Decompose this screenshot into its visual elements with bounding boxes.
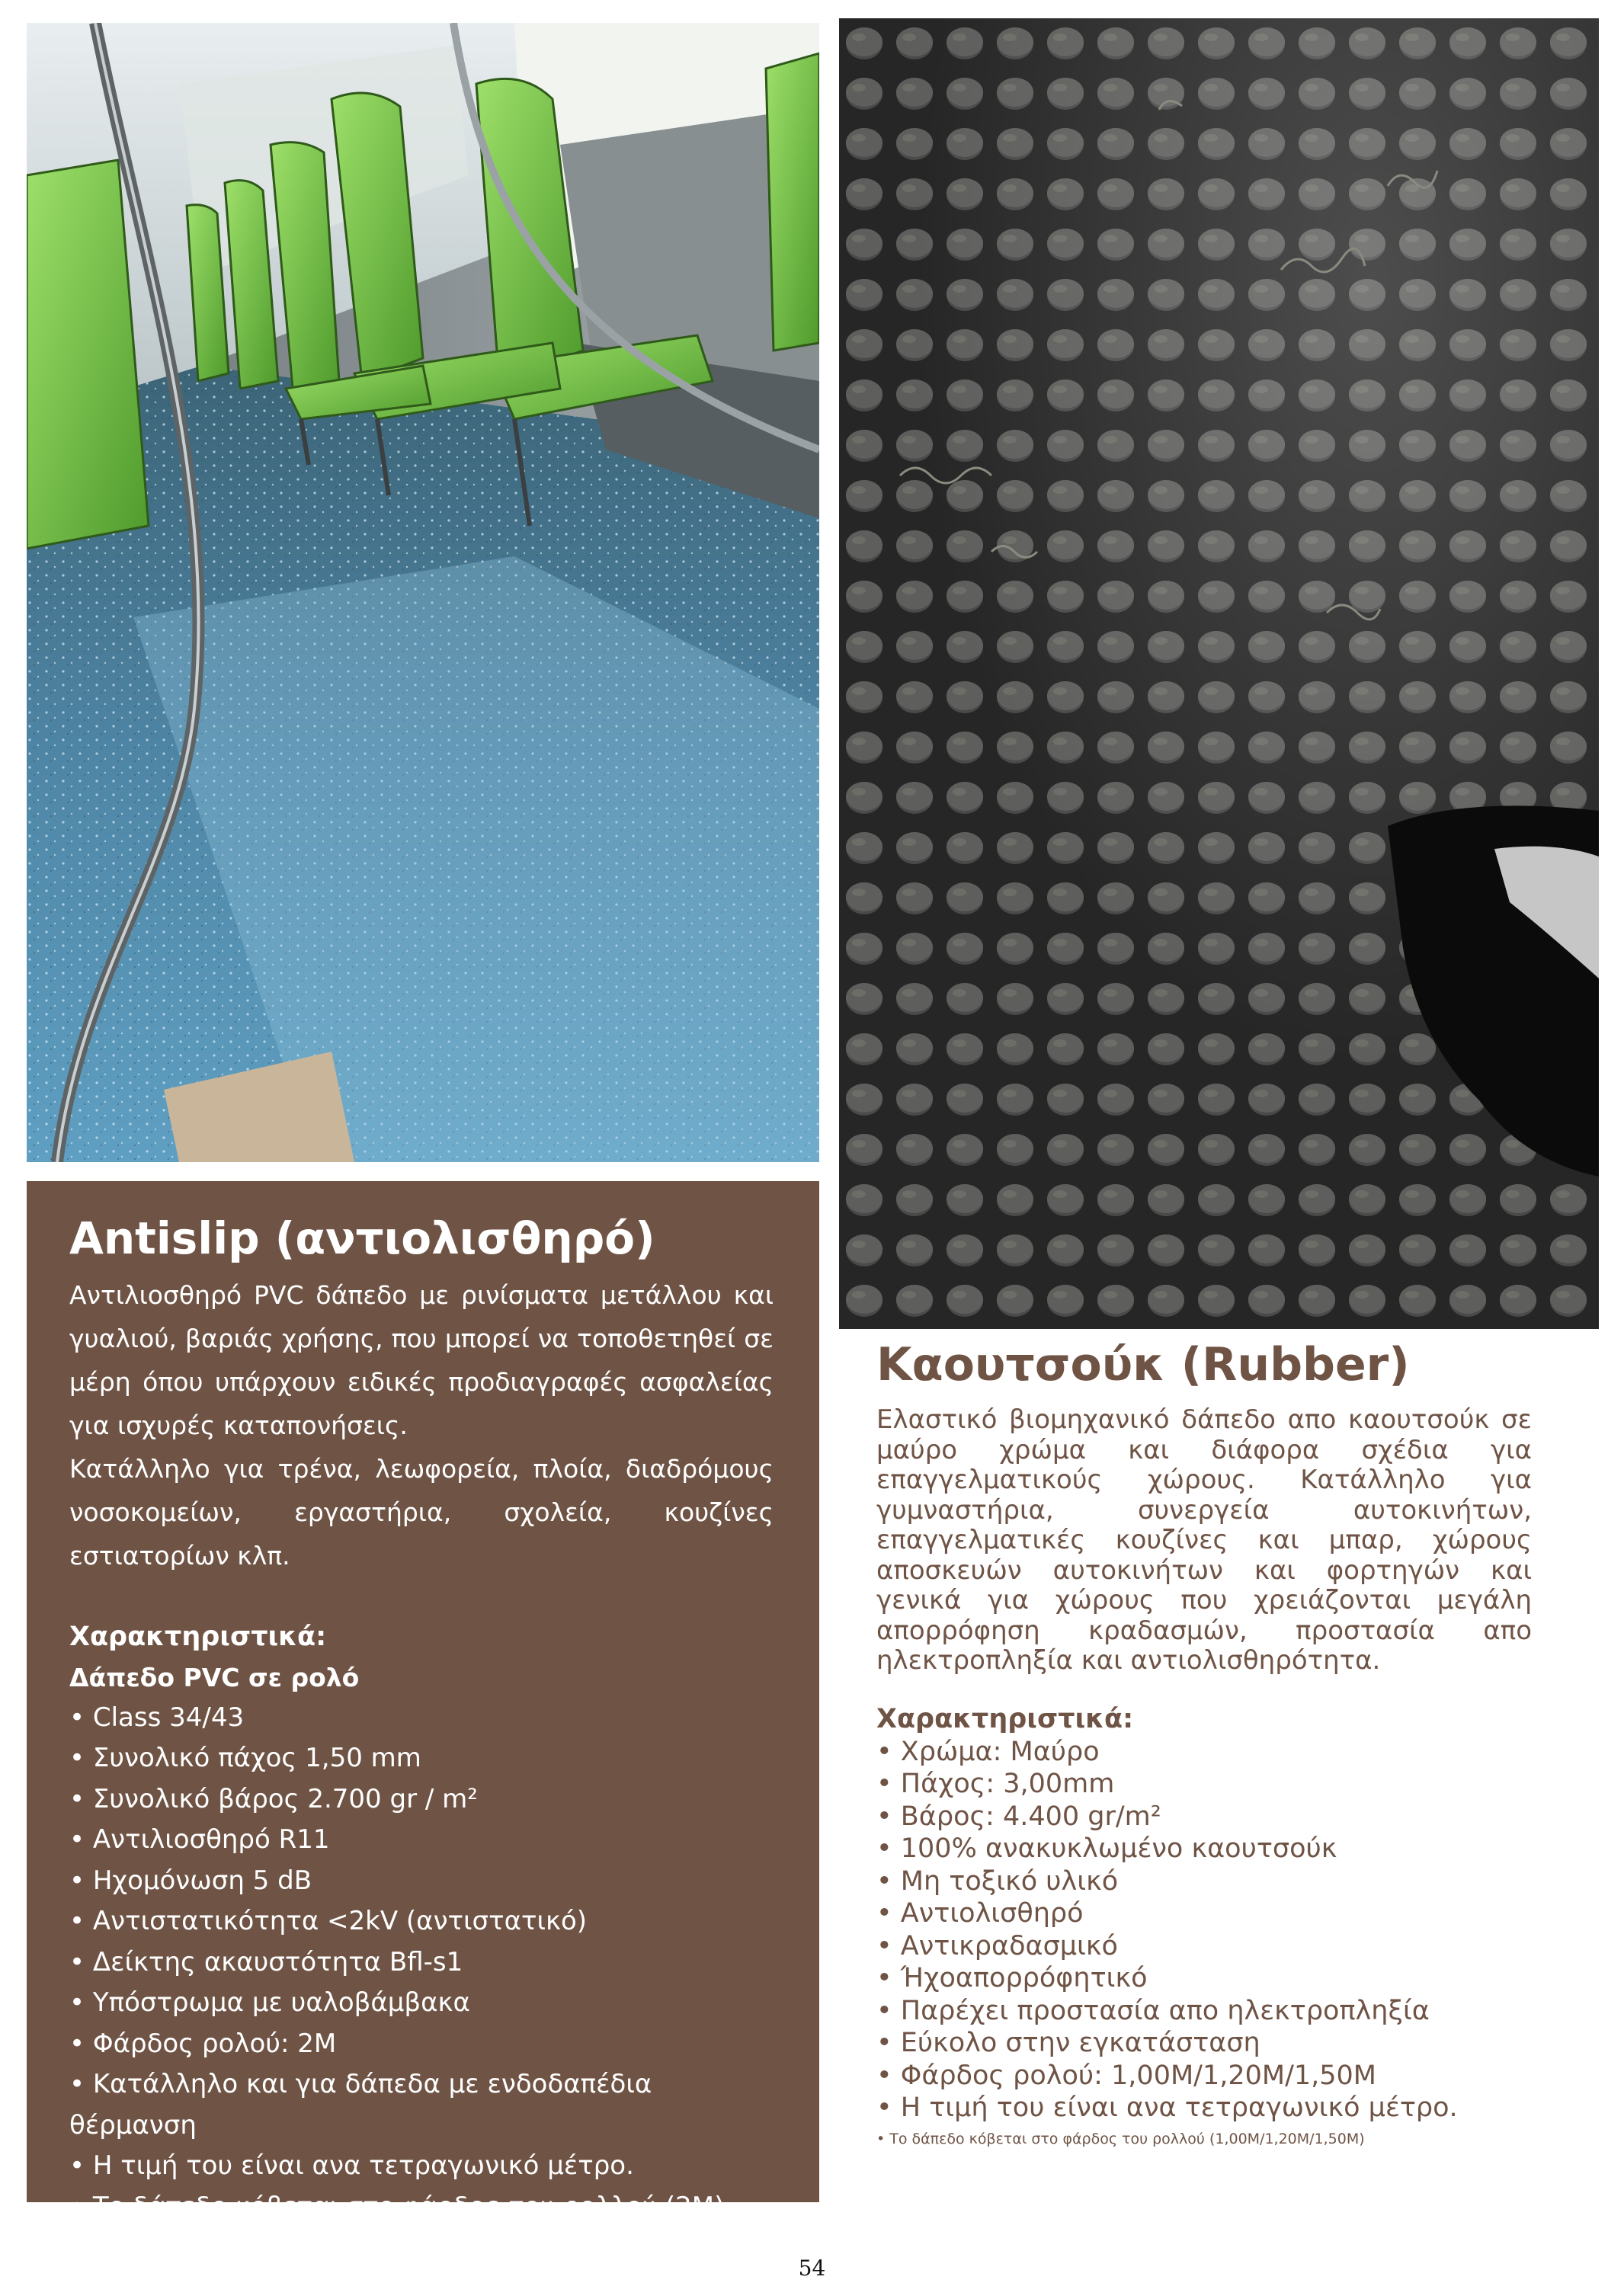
rubber-footnote: • Το δάπεδο κόβεται στο φάρδος του ρολλού (1,00M/1,20M/1,50M) <box>876 2130 1365 2147</box>
list-item: • 100% ανακυκλωμένο καουτσούκ <box>876 1833 1337 1864</box>
antislip-features-list <box>69 1698 774 2228</box>
list-item: • Φάρδος ρολού: 1,00M/1,20M/1,50M <box>876 2060 1376 2091</box>
list-item: • Η τιμή του είναι ανα τετραγωνικό μέτρο. <box>69 2150 634 2182</box>
antislip-description: Αντιλιοσθηρό PVC δάπεδο με ρινίσματα μετάλλου και γυαλιού, βαριάς χρήσης, που μπορεί να τοποθετηθεί σε μέρη όπου υπάρχουν ειδικές προδιαγραφές ασφαλείας για ισχυρές καταπονήσεις. <box>69 1279 774 1440</box>
antislip-features-subheading: Δάπεδο PVC σε ρολό <box>69 1662 360 1692</box>
list-item: • Μη τοξικό υλικό <box>876 1865 1119 1897</box>
list-item: • Ήχοαπορρόφητικό <box>876 1963 1148 1993</box>
rubber-description: Ελαστικό βιομηχανικό δάπεδο απο καουτσούκ σε μαύρο χρώμα και διάφορα σχέδια για επαγγελματικούς χώρους. Κατάλληλο για γυμναστήρια, συνεργεία αυτοκινήτων, επαγγελματικές κουζίνες και μπαρ, χώρους αποσκευών αυτοκινήτων και φορτηγών και γενικά για χώρους που χρειάζονται μεγάλη απορρόφηση κραδασμών, προστασία απο ηλεκτροπληξία και αντιολισθηρότητα. <box>876 1404 1532 1676</box>
rubber-section <box>876 1340 1532 2150</box>
page-number: 54 <box>798 2256 826 2281</box>
list-item: • Χρώμα: Μαύρο <box>876 1736 1100 1767</box>
antislip-features-heading: Χαρακτηριστικά: <box>69 1621 327 1652</box>
list-item: • Βάρος: 4.400 gr/m² <box>876 1801 1161 1832</box>
list-item: • Δείκτης ακαυστότητα Bfl-s1 <box>69 1946 463 1977</box>
list-item: • Εύκολο στην εγκατάσταση <box>876 2028 1260 2058</box>
antislip-title: Antislip (αντιολισθηρό) <box>69 1212 655 1264</box>
list-item: • Κατάλληλο και για δάπεδα με ενδοδαπέδια θέρμανση <box>69 2069 652 2141</box>
rubber-floor-photo <box>839 18 1599 1329</box>
list-item: • Πάχος: 3,00mm <box>876 1769 1115 1799</box>
list-item: • Συνολικό βάρος 2.700 gr / m² <box>69 1783 478 1814</box>
list-item: • Η τιμή του είναι ανα τετραγωνικό μέτρο. <box>876 2092 1458 2123</box>
antislip-panel <box>27 1181 819 2222</box>
list-item: • Αντικραδασμικό <box>876 1930 1118 1961</box>
rubber-features-list <box>876 1736 1532 2125</box>
list-item: • Συνολικό πάχος 1,50 mm <box>69 1743 421 1774</box>
list-item: • Φάρδος ρολού: 2M <box>69 2028 337 2059</box>
list-item: • Ηχομόνωση 5 dB <box>69 1865 312 1896</box>
rubber-features-heading: Χαρακτηριστικά: <box>876 1703 1134 1734</box>
bus-interior-photo <box>27 23 819 1162</box>
list-item: • Αντιολισθηρό <box>876 1898 1084 1929</box>
rubber-title: Καουτσούκ (Rubber) <box>876 1338 1410 1391</box>
antislip-suitability: Κατάλληλο για τρένα, λεωφορεία, πλοία, διαδρόμους νοσοκομείων, εργαστήρια, σχολεία, κουζίνες εστιατορίων κλπ. <box>69 1453 774 1571</box>
list-item: • Παρέχει προστασία απο ηλεκτροπληξία <box>876 1995 1430 2026</box>
list-item: • Το δάπεδο κόβεται στο φάρδος του ρολλού (2M) <box>69 2191 725 2222</box>
list-item: • Υπόστρωμα με υαλοβάμβακα <box>69 1987 470 2019</box>
list-item: • Class 34/43 <box>69 1702 245 1733</box>
list-item: • Αντιλιοσθηρό R11 <box>69 1824 330 1856</box>
list-item: • Αντιστατικότητα <2kV (αντιστατικό) <box>69 1906 588 1937</box>
